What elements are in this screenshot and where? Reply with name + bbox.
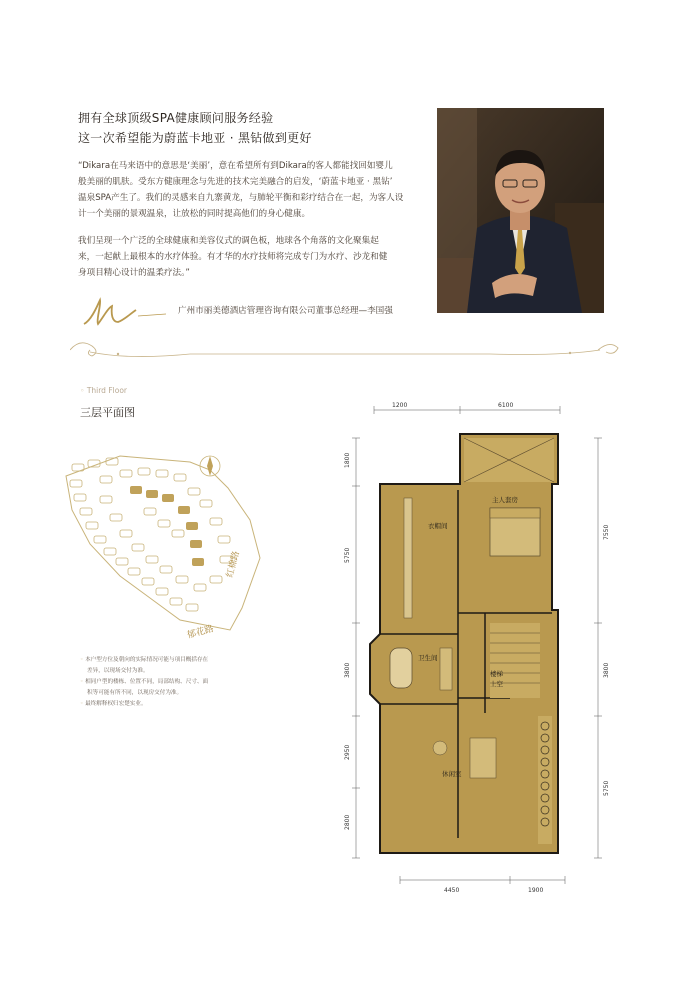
quote-line: “Dikara在马来语中的意思是‘美丽’，意在希望所有到Dikara的客人都能找回如婴儿	[78, 161, 393, 171]
heading-line-2: 这一次希望能为蔚蓝卡地亚 · 黑钻做到更好	[78, 131, 312, 145]
quote-line: 我们呈现一个广泛的全球健康和美容仪式的调色板，地球各个角落的文化聚集起	[78, 236, 379, 246]
room-stair-1: 楼梯	[490, 670, 503, 678]
dim-bottom-1: 4450	[444, 887, 460, 894]
dim-right-2: 3800	[603, 662, 610, 678]
note-line: 本户型方位及朝向的实际情况可能与项目概括存在	[85, 657, 209, 663]
quote-paragraph-1	[78, 158, 413, 222]
quote-line: 般美丽的肌肤。受东方健康理念与先进的技术完美融合的启发，‘蔚蓝卡地亚 · 黑钻’	[78, 177, 393, 187]
heading	[78, 108, 312, 148]
dim-left-3: 3800	[344, 662, 351, 678]
floor-title: 三层平面图	[80, 406, 135, 419]
floor-label-en: ◦ Third Floor	[80, 386, 127, 395]
dim-left-4: 2950	[344, 744, 351, 760]
dim-bottom-2: 1900	[528, 887, 544, 894]
floor-en-text: Third Floor	[86, 386, 127, 395]
note-line: 相同户型的楼栋、位置不同，局部结构、尺寸、面	[85, 679, 209, 685]
disclaimer-notes: ◦ 本户型方位及朝向的实际情况可能与项目概括存在 差异，以现场交付为准。 ◦ 相同户型的楼栋、位置不同，局部结构、尺寸、面 积等可能有所不同，以现房交付为准。 ◦ 最终解释权归宏楚实业。	[80, 655, 230, 710]
ornament-divider	[70, 332, 620, 362]
room-cloak: 衣帽间	[428, 522, 448, 530]
quote-paragraph-2	[78, 233, 413, 281]
signature-title: 广州市丽美德酒店管理咨询有限公司董事总经理—李国强	[178, 306, 393, 316]
quote-line: 来，一起献上最根本的水疗体验。有才华的水疗技师将完成专门为水疗、沙龙和健	[78, 252, 388, 262]
dim-top-1: 1200	[392, 402, 408, 409]
room-bath: 卫生间	[418, 654, 438, 662]
room-stair-2: 上空	[490, 680, 503, 688]
room-master: 主人套房	[492, 496, 518, 504]
dim-left-5: 2800	[344, 814, 351, 830]
road-label-1: 红棉路	[225, 550, 242, 579]
room-lounge: 休闲室	[442, 770, 462, 778]
heading-line-1: 拥有全球顶级SPA健康顾问服务经验	[78, 111, 274, 125]
road-label-2: 郁花路	[186, 624, 215, 641]
floor-plan	[340, 398, 640, 898]
dim-left-1: 1800	[344, 452, 351, 468]
compass-icon	[200, 456, 220, 476]
dim-right-1: 7550	[603, 524, 610, 540]
dim-top-2: 6100	[498, 402, 514, 409]
site-keymap	[60, 448, 280, 658]
quote-line: 温泉SPA产生了。我们的灵感来自九寨黄龙，与肺轮平衡和彩疗结合在一起，为客人设	[78, 193, 404, 203]
dim-right-3: 5750	[603, 780, 610, 796]
handwritten-signature-icon	[78, 294, 173, 334]
note-line: 最终解释权归宏楚实业。	[85, 701, 147, 707]
quote-line: 身项目精心设计的温柔疗法。”	[78, 268, 190, 278]
note-line: 差异，以现场交付为准。	[87, 668, 149, 674]
quote-line: 计一个美丽的景观温泉，让放松的同时提高他们的身心健康。	[78, 209, 311, 219]
dim-left-2: 5750	[344, 547, 351, 563]
portrait-photo	[437, 108, 604, 313]
note-line: 积等可能有所不同，以现房交付为准。	[87, 690, 183, 696]
